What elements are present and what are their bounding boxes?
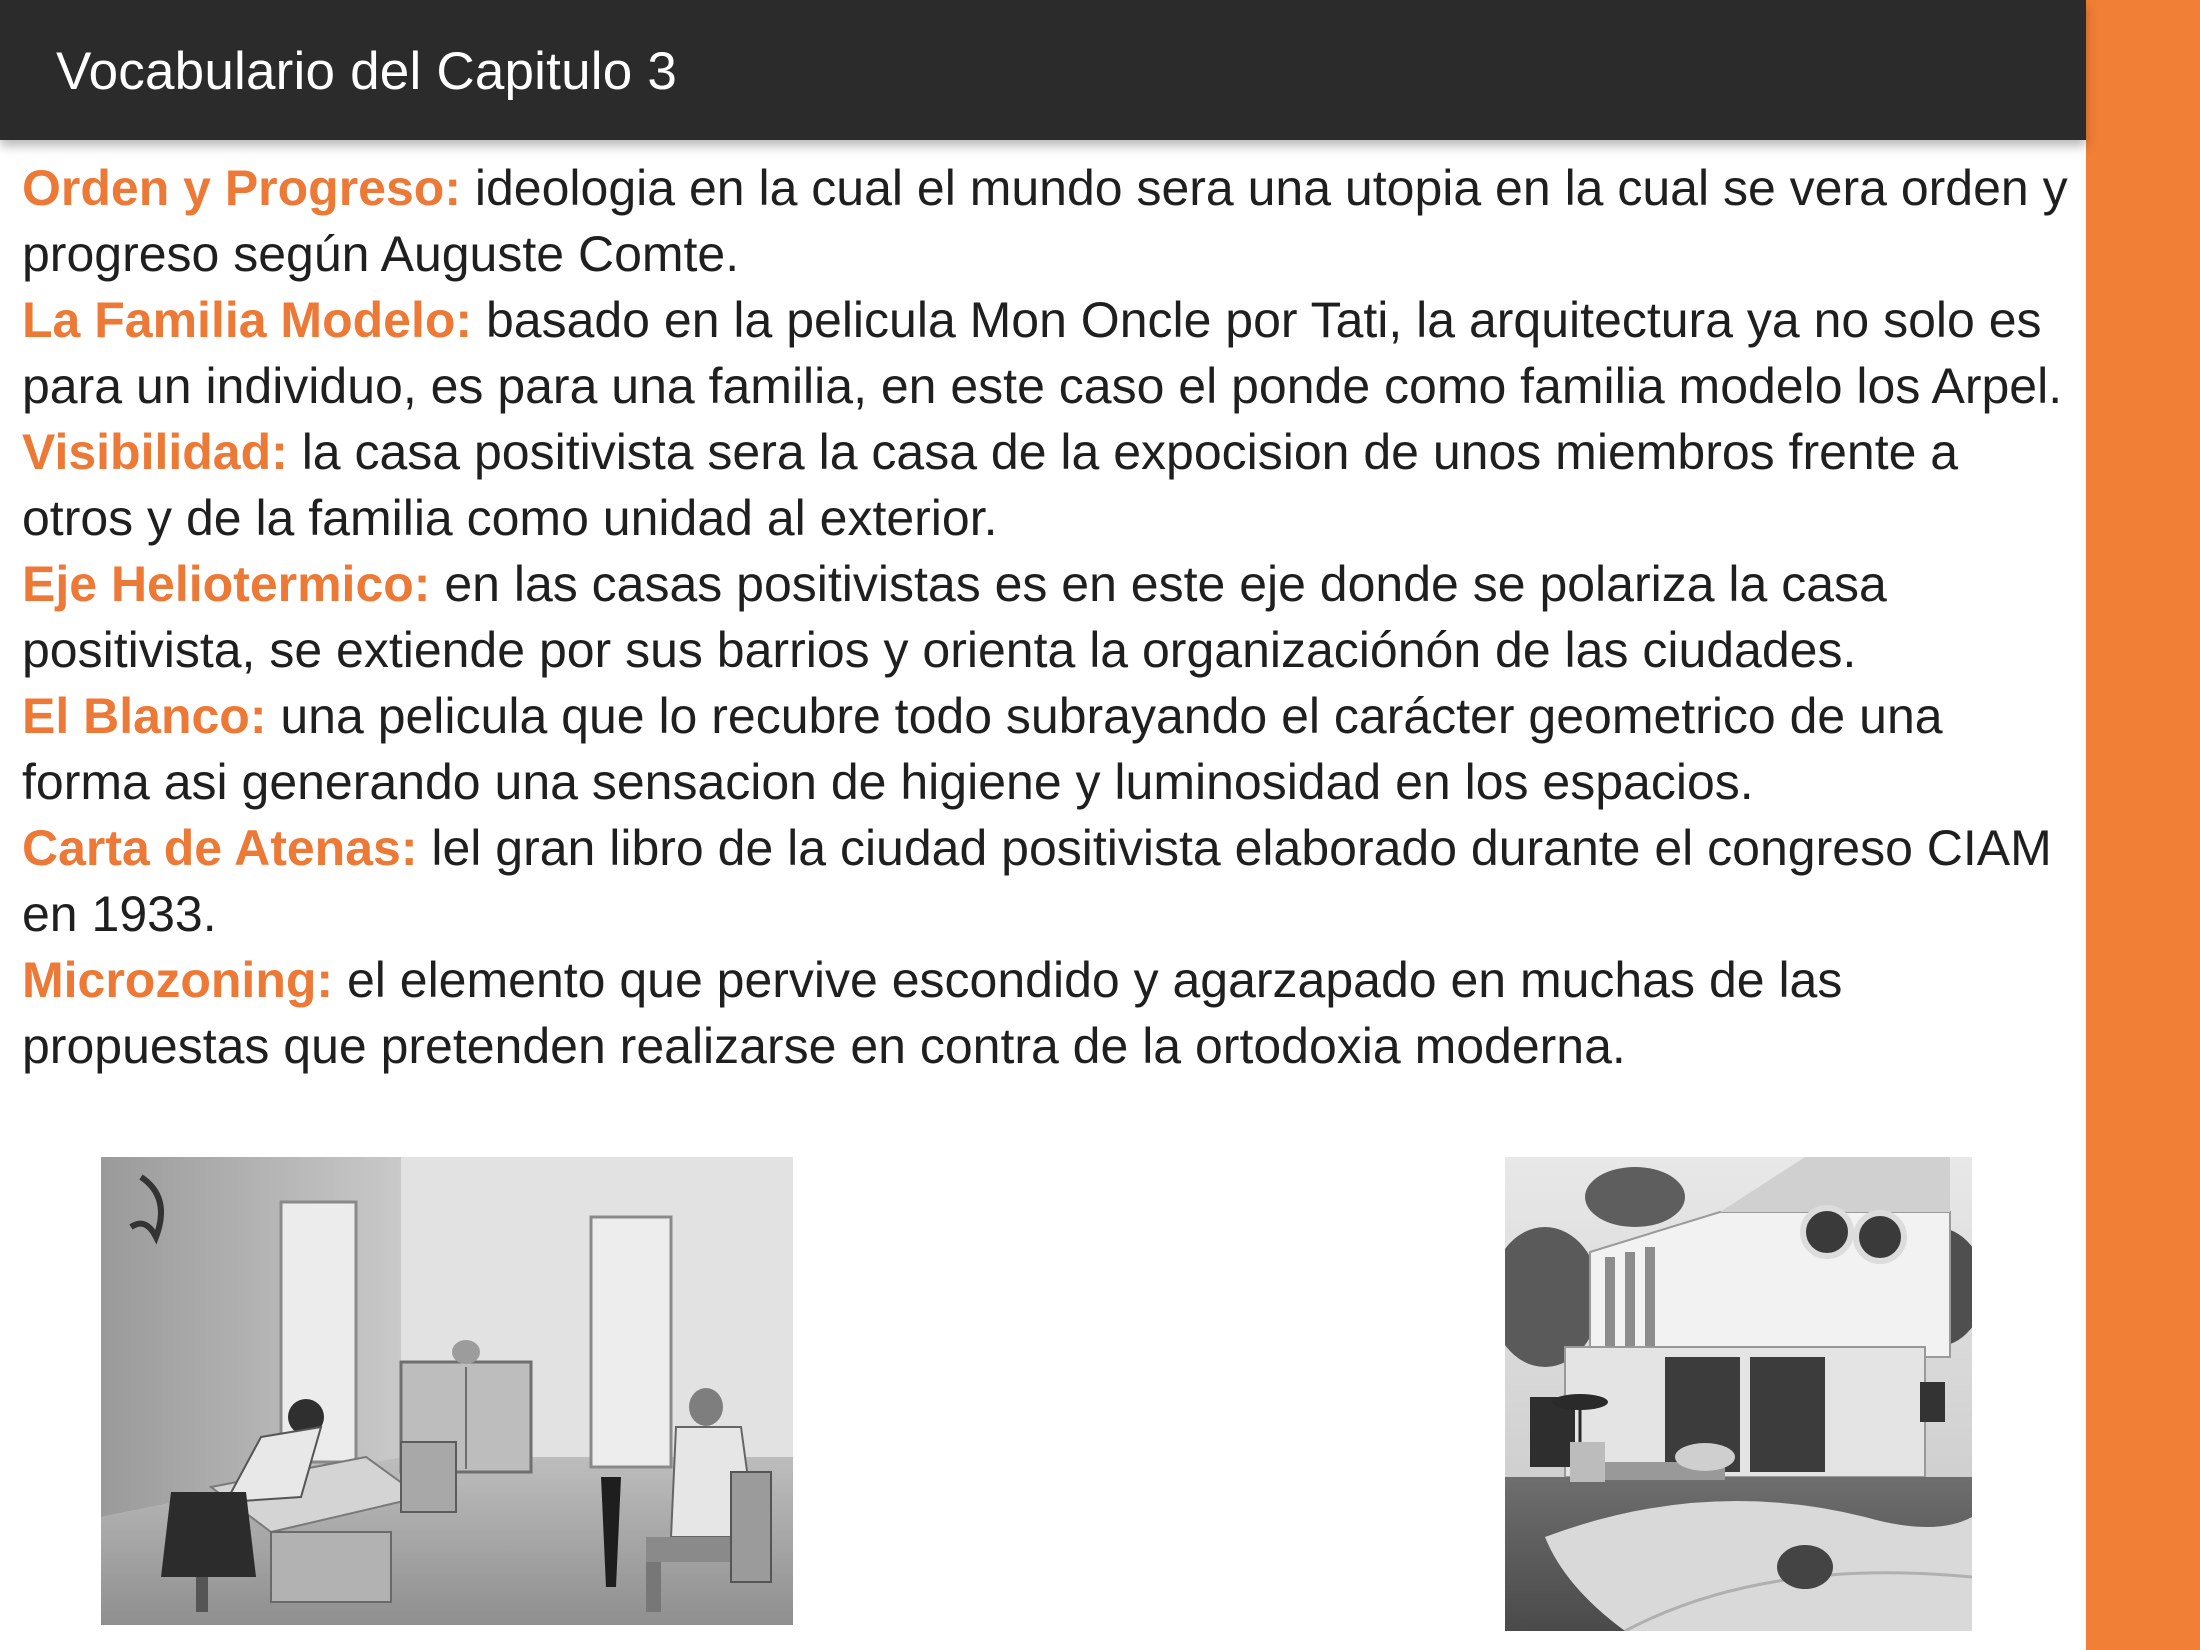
vocabulary-entry: [22, 551, 2082, 683]
vocabulary-definition: lel gran libro de la ciudad positivista elaborado durante el congreso CIAM en 1933.: [22, 820, 2052, 942]
vocabulary-term: La Familia Modelo:: [22, 292, 473, 348]
vocabulary-term: Visibilidad:: [22, 424, 288, 480]
vocabulary-term: El Blanco:: [22, 688, 267, 744]
vocabulary-term: Microzoning:: [22, 952, 334, 1008]
modern-house-illustration: [1505, 1157, 1972, 1631]
modern-house-photo: [1505, 1157, 1972, 1631]
vocabulary-definition: una pelicula que lo recubre todo subrayando el carácter geometrico de una forma asi generando una sensacion de higiene y luminosidad en los espacios.: [22, 688, 1943, 810]
vocabulary-definition: el elemento que pervive escondido y agarzapado en muchas de las propuestas que pretenden realizarse en contra de la ortodoxia moderna.: [22, 952, 1843, 1074]
vocabulary-term: Orden y Progreso:: [22, 160, 461, 216]
accent-sidebar: [2086, 0, 2200, 1650]
vocabulary-definition: en las casas positivistas es en este eje donde se polariza la casa positivista, se extiende por sus barrios y orienta la organizaciónón de las ciudades.: [22, 556, 1887, 678]
vocabulary-list: [22, 155, 2082, 1079]
vocabulary-entry: [22, 947, 2082, 1079]
vocabulary-entry: [22, 683, 2082, 815]
vocabulary-term: Eje Heliotermico:: [22, 556, 431, 612]
vocabulary-entry: [22, 287, 2082, 419]
office-interior-photo: [101, 1157, 793, 1625]
vocabulary-entry: [22, 155, 2082, 287]
vocabulary-definition: ideologia en la cual el mundo sera una utopia en la cual se vera orden y progreso según Auguste Comte.: [22, 160, 2068, 282]
vocabulary-entry: [22, 419, 2082, 551]
page-title: Vocabulario del Capitulo 3: [56, 42, 678, 101]
vocabulary-definition: basado en la pelicula Mon Oncle por Tati, la arquitectura ya no solo es para un individuo, es para una familia, en este caso el ponde como familia modelo los Arpel.: [22, 292, 2063, 414]
vocabulary-entry: [22, 815, 2082, 947]
vocabulary-term: Carta de Atenas:: [22, 820, 418, 876]
office-interior-illustration: [101, 1157, 793, 1625]
vocabulary-definition: la casa positivista sera la casa de la expocision de unos miembros frente a otros y de la familia como unidad al exterior.: [22, 424, 1959, 546]
slide-header: [0, 0, 2086, 140]
